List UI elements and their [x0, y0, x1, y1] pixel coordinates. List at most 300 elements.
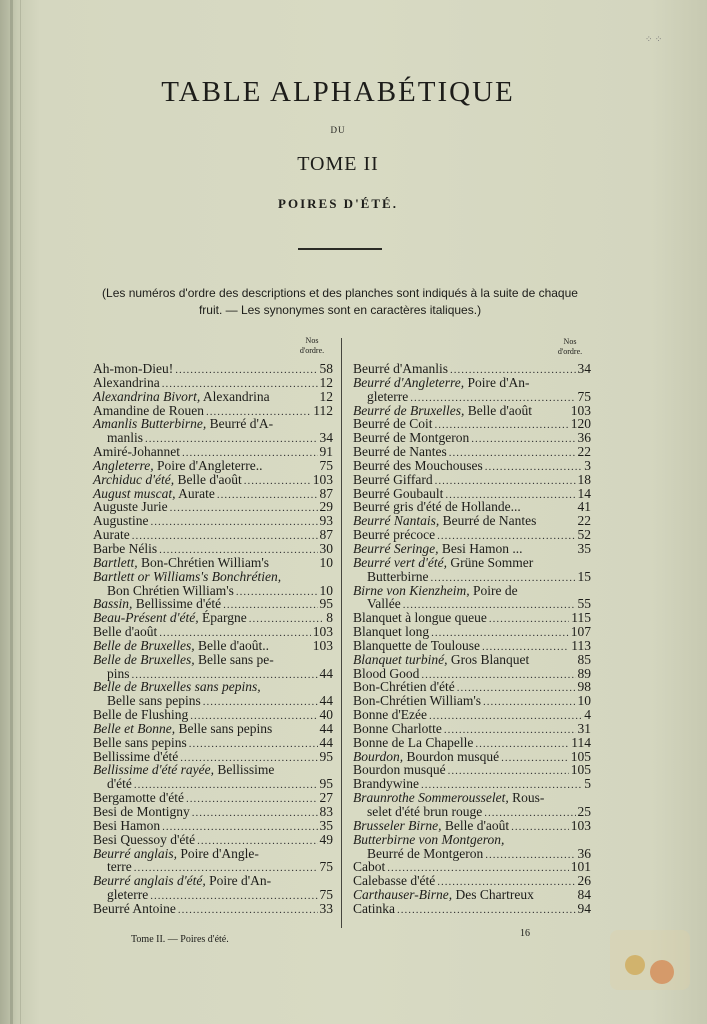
entry-text: [353, 542, 522, 556]
entry-text: [353, 611, 487, 625]
index-entry: [93, 860, 333, 874]
entry-name: Poire d'An-: [205, 873, 272, 889]
index-entry: [93, 902, 333, 916]
entry-number: 103: [312, 637, 333, 653]
entry-text: [93, 805, 190, 819]
entry-text: [93, 487, 215, 501]
entry-number: 95: [319, 748, 333, 764]
entry-number: 10: [577, 693, 591, 709]
column-divider: [341, 338, 342, 928]
entry-text: [93, 750, 178, 764]
entry-number: 101: [570, 859, 591, 875]
left-column-header: [290, 336, 334, 356]
entry-name: Besi Hamon ...: [438, 540, 523, 556]
entry-synonym: Beurré Nantais,: [353, 513, 440, 529]
entry-text: [93, 611, 247, 625]
entry-name: Besi Hamon: [93, 817, 161, 833]
entry-number: 3: [584, 457, 591, 473]
entry-name: Grüne Sommer: [446, 554, 534, 570]
entry-number: 87: [319, 485, 333, 501]
entry-name: gleterre: [107, 887, 149, 903]
index-entry: [353, 404, 591, 418]
entry-text: [353, 528, 435, 542]
entry-text: [353, 805, 482, 819]
entry-name: Augustine: [93, 513, 149, 529]
entry-number: 94: [577, 900, 591, 916]
entry-name: Belle de Flushing: [93, 707, 189, 723]
entry-text: [93, 777, 132, 791]
entry-number: 75: [577, 388, 591, 404]
entry-number: 18: [577, 471, 591, 487]
index-entry: [93, 390, 333, 404]
entry-synonym: Beau-Présent d'été,: [93, 610, 199, 626]
entry-number: 31: [577, 720, 591, 736]
index-entry: [353, 819, 591, 833]
entry-synonym: Butterbirne von Montgeron,: [353, 831, 505, 847]
leader-dots: [397, 902, 576, 918]
entry-number: 49: [319, 831, 333, 847]
entry-text: [353, 833, 504, 847]
entry-name: Poire d'Angleterre..: [153, 457, 263, 473]
entry-text: [93, 445, 180, 459]
entry-number: 22: [577, 444, 591, 460]
column-header-line1: Nos: [563, 337, 577, 346]
entry-synonym: Bourdon,: [353, 748, 404, 764]
entry-synonym: Beurré Seringe,: [353, 540, 439, 556]
page-footer: Tome II. — Poires d'été.: [131, 934, 229, 945]
explanatory-note: (Les numéros d'ordre des descriptions et des planches sont indiqués à la suite de chaque fruit. — Les synonymes sont en caractères italiques.): [102, 286, 578, 317]
entry-number: 55: [577, 596, 591, 612]
index-entry: [353, 542, 591, 556]
index-entry: [353, 376, 591, 390]
entry-text: [93, 473, 242, 487]
entry-synonym: Beurré anglais,: [93, 845, 177, 861]
entry-name: Blanquet à longue queue: [353, 610, 487, 626]
entry-text: [353, 376, 530, 390]
entry-text: [93, 542, 157, 556]
entry-number: 112: [313, 402, 333, 418]
entry-synonym: Archiduc d'été,: [93, 471, 175, 487]
entry-number: 30: [319, 540, 333, 556]
entry-number: 95: [319, 776, 333, 792]
entry-number: 34: [319, 430, 333, 446]
entry-number: 113: [571, 637, 591, 653]
index-entry: [93, 722, 333, 736]
entry-name: Épargne: [198, 610, 247, 626]
entry-number: 105: [570, 762, 591, 778]
entry-number: 75: [319, 457, 333, 473]
entry-number: 75: [319, 859, 333, 875]
entry-name: d'été: [107, 776, 132, 792]
entry-text: [353, 639, 480, 653]
entry-name: Blood Good: [353, 665, 420, 681]
index-entry: [353, 833, 591, 847]
entry-name: Brandywine: [353, 776, 419, 792]
entry-number: 105: [570, 748, 591, 764]
entry-name: terre: [107, 859, 132, 875]
entry-synonym: Beurré anglais d'été,: [93, 873, 206, 889]
left-index-column: [93, 362, 333, 916]
index-entry: [93, 570, 333, 584]
index-entry: [353, 750, 591, 764]
entry-name: Catinka: [353, 900, 395, 916]
entry-name: Belle sans pepins: [175, 720, 273, 736]
entry-synonym: Alexandrina Bivort,: [93, 388, 201, 404]
entry-synonym: Beurré d'Angleterre,: [353, 374, 465, 390]
entry-name: Bourdon musqué: [353, 762, 446, 778]
index-entry: [353, 680, 591, 694]
entry-name: Bon Chrétien William's: [107, 582, 234, 598]
entry-text: [353, 431, 469, 445]
entry-number: 44: [319, 693, 333, 709]
entry-synonym: Belle de Bruxelles,: [93, 651, 195, 667]
entry-text: [353, 445, 447, 459]
entry-text: [353, 680, 455, 694]
index-entry: [93, 888, 333, 902]
index-entry: [93, 611, 333, 625]
index-entry: [353, 625, 591, 639]
index-entry: [93, 417, 333, 431]
index-entry: [353, 431, 591, 445]
index-entry: [353, 570, 591, 584]
index-entry: [93, 500, 333, 514]
apple-illustration: [650, 960, 674, 984]
index-entry: [353, 777, 591, 791]
entry-name: Beurré d'A-: [206, 416, 274, 432]
entry-name: Bonne de La Chapelle: [353, 734, 474, 750]
entry-text: [353, 597, 401, 611]
entry-name: Ah-mon-Dieu!: [93, 361, 174, 376]
entry-name: Bonne d'Ezée: [353, 707, 428, 723]
entry-number: 12: [319, 388, 333, 404]
entry-name: Belle d'août: [441, 817, 510, 833]
entry-name: Amandine de Rouen: [93, 402, 204, 418]
entry-name: Belle d'août..: [194, 637, 270, 653]
entry-number: 103: [570, 402, 591, 418]
entry-number: 44: [319, 734, 333, 750]
entry-number: 87: [319, 527, 333, 543]
index-entry: [93, 819, 333, 833]
entry-text: [93, 833, 195, 847]
entry-name: Belle sans pepins: [107, 693, 201, 709]
entry-number: 95: [319, 596, 333, 612]
entry-number: 15: [577, 568, 591, 584]
index-entry: [93, 445, 333, 459]
right-column-header: [548, 337, 592, 357]
entry-synonym: Angleterre,: [93, 457, 154, 473]
index-entry: [93, 750, 333, 764]
entry-text: [353, 791, 544, 805]
entry-text: [353, 487, 443, 501]
entry-number: 52: [577, 527, 591, 543]
index-entry: [353, 874, 591, 888]
entry-text: [93, 860, 132, 874]
entry-number: 103: [570, 817, 591, 833]
entry-text: [353, 888, 534, 902]
entry-number: 4: [584, 707, 591, 723]
entry-text: [93, 653, 274, 667]
index-entry: [93, 694, 333, 708]
entry-number: 120: [570, 416, 591, 432]
entry-name: Besi de Montigny: [93, 804, 190, 819]
index-entry: [93, 847, 333, 861]
entry-name: Aurate: [93, 527, 130, 543]
entry-name: Beurré précoce: [353, 527, 436, 543]
entry-text: [93, 639, 269, 653]
column-header-line2: d'ordre.: [299, 346, 325, 355]
index-entry: [353, 791, 591, 805]
index-entry: [93, 777, 333, 791]
entry-synonym: August muscat,: [93, 485, 176, 501]
index-entry: [93, 667, 333, 681]
entry-number: 89: [577, 665, 591, 681]
entry-text: [93, 708, 188, 722]
entry-text: [353, 874, 435, 888]
index-entry: [93, 514, 333, 528]
page-title: TABLE ALPHABÉTIQUE: [161, 76, 515, 108]
entry-synonym: Bartlett or Williams's Bonchrétien,: [93, 568, 282, 584]
entry-name: Bon-Chrétien William's: [353, 693, 481, 709]
entry-synonym: Bellissime d'été rayée,: [93, 762, 214, 778]
entry-name: Blanquet long: [353, 624, 430, 640]
entry-synonym: Belle de Bruxelles,: [93, 637, 195, 653]
entry-number: 44: [319, 665, 333, 681]
entry-text: [93, 500, 168, 514]
index-entry: [93, 653, 333, 667]
index-entry: [353, 736, 591, 750]
index-entry: [93, 763, 333, 777]
index-entry: [93, 833, 333, 847]
index-entry: [353, 694, 591, 708]
index-entry: [353, 459, 591, 473]
entry-text: [93, 819, 160, 833]
entry-name: selet d'été brun rouge: [367, 804, 483, 819]
entry-text: [353, 653, 529, 667]
entry-text: [353, 763, 446, 777]
index-entry: [353, 556, 591, 570]
entry-number: 98: [577, 679, 591, 695]
entry-name: Poire d'An-: [464, 374, 530, 390]
column-header-line1: Nos: [305, 336, 319, 345]
entry-name: Bonne Charlotte: [353, 720, 442, 736]
entry-synonym: Blanquet turbiné,: [353, 651, 448, 667]
entry-number: 75: [319, 887, 333, 903]
index-entry: [353, 653, 591, 667]
index-entry: [93, 708, 333, 722]
entry-name: Beurré de Nantes: [439, 513, 537, 529]
entry-name: Beurré gris d'été de Hollande...: [353, 499, 521, 515]
entry-number: 83: [319, 804, 333, 819]
entry-synonym: Braunrothe Sommerousselet,: [353, 790, 509, 806]
entry-name: Butterbirne: [367, 568, 429, 584]
entry-synonym: Beurré de Bruxelles,: [353, 402, 465, 418]
entry-text: [353, 459, 483, 473]
entry-number: 114: [571, 734, 591, 750]
index-entry: [93, 473, 333, 487]
entry-text: [353, 362, 448, 376]
section-title: POIRES D'ÉTÉ.: [278, 196, 398, 211]
entry-text: [353, 404, 532, 418]
entry-number: 35: [319, 817, 333, 833]
index-entry: [93, 736, 333, 750]
entry-name: Amiré-Johannet: [93, 444, 180, 460]
entry-text: [93, 847, 259, 861]
index-entry: [353, 860, 591, 874]
entry-text: [93, 763, 274, 777]
entry-number: 27: [319, 790, 333, 806]
index-entry: [93, 805, 333, 819]
index-entry: [353, 584, 591, 598]
entry-text: [353, 667, 419, 681]
entry-name: Beurré de Coit: [353, 416, 433, 432]
entry-number: 84: [577, 887, 591, 903]
entry-number: 36: [577, 845, 591, 861]
entry-text: [353, 722, 442, 736]
entry-synonym: Carthauser-Birne,: [353, 887, 453, 903]
entry-number: 115: [571, 610, 591, 626]
index-entry: [353, 390, 591, 404]
entry-text: [93, 390, 270, 404]
entry-synonym: Bartlett,: [93, 554, 138, 570]
entry-text: [93, 680, 261, 694]
entry-number: 85: [577, 651, 591, 667]
entry-text: [93, 694, 201, 708]
entry-number: 103: [312, 624, 333, 640]
entry-number: 14: [577, 485, 591, 501]
entry-text: [353, 556, 533, 570]
entry-text: [353, 708, 427, 722]
entry-number: 33: [319, 900, 333, 916]
entry-name: Auguste Jurie: [93, 499, 168, 515]
entry-text: [353, 847, 483, 861]
entry-name: Beurré de Montgeron: [353, 430, 470, 446]
entry-number: 58: [319, 361, 333, 376]
entry-name: Bellissime d'été: [93, 748, 179, 764]
entry-text: [93, 431, 143, 445]
entry-number: 5: [584, 776, 591, 792]
entry-text: [93, 404, 204, 418]
entry-number: 25: [577, 804, 591, 819]
entry-name: Beurré d'Amanlis: [353, 361, 449, 376]
entry-name: Bellissime: [213, 762, 275, 778]
pear-illustration: [625, 955, 645, 975]
entry-text: [353, 514, 536, 528]
entry-number: 10: [319, 582, 333, 598]
volume-title: TOME II: [297, 153, 379, 175]
entry-text: [93, 888, 148, 902]
index-entry: [353, 667, 591, 681]
index-entry: [93, 680, 333, 694]
index-entry: [353, 500, 591, 514]
entry-name: Alexandrina: [93, 374, 160, 390]
entry-number: 35: [577, 540, 591, 556]
index-entry: [353, 763, 591, 777]
entry-number: 8: [326, 610, 333, 626]
entry-name: Bon-Chrétien William's: [137, 554, 269, 570]
entry-text: [353, 736, 473, 750]
entry-text: [353, 390, 408, 404]
index-entry: [93, 404, 333, 418]
entry-number: 10: [319, 554, 333, 570]
entry-name: Belle sans pe-: [194, 651, 274, 667]
entry-text: [93, 570, 281, 584]
entry-text: [353, 473, 433, 487]
entry-text: [93, 556, 269, 570]
entry-name: pins: [107, 665, 130, 681]
index-entry: [93, 874, 333, 888]
index-entry: [93, 459, 333, 473]
entry-number: 107: [570, 624, 591, 640]
entry-number: 26: [577, 873, 591, 889]
entry-name: Des Chartreux: [452, 887, 534, 903]
entry-text: [93, 514, 149, 528]
index-entry: [93, 791, 333, 805]
entry-name: Beurré Antoine: [93, 900, 176, 916]
index-entry: [353, 708, 591, 722]
index-entry: [353, 445, 591, 459]
index-entry: [93, 362, 333, 376]
entry-text: [93, 376, 160, 390]
entry-name: gleterre: [367, 388, 409, 404]
index-entry: [353, 888, 591, 902]
entry-number: 93: [319, 513, 333, 529]
corner-smudge: ⁘ ⁘: [645, 34, 663, 44]
entry-text: [353, 570, 428, 584]
index-entry: [353, 722, 591, 736]
index-entry: [353, 473, 591, 487]
page-number: 16: [520, 928, 530, 939]
entry-name: manlis: [107, 430, 143, 446]
entry-name: Calebasse d'été: [353, 873, 436, 889]
entry-synonym: Birne von Kienzheim,: [353, 582, 470, 598]
entry-name: Cabot: [353, 859, 386, 875]
entry-name: Belle d'août: [464, 402, 533, 418]
index-entry: [353, 805, 591, 819]
entry-text: [353, 860, 385, 874]
index-entry: [353, 847, 591, 861]
entry-synonym: Bassin,: [93, 596, 133, 612]
entry-number: 44: [319, 720, 333, 736]
entry-name: Blanquette de Toulouse: [353, 637, 481, 653]
entry-text: [93, 597, 221, 611]
entry-synonym: Beurré vert d'été,: [353, 554, 447, 570]
entry-name: Poire d'Angle-: [177, 845, 259, 861]
index-entry: [353, 514, 591, 528]
entry-name: Barbe Nélis: [93, 540, 158, 556]
index-entry: [93, 542, 333, 556]
index-entry: [93, 376, 333, 390]
index-entry: [353, 639, 591, 653]
entry-name: Bergamotte d'été: [93, 790, 185, 806]
watermark-stamp: [610, 930, 690, 990]
index-entry: [93, 487, 333, 501]
index-entry: [93, 556, 333, 570]
entry-synonym: Amanlis Butterbirne,: [93, 416, 207, 432]
entry-text: [353, 902, 395, 916]
entry-name: Besi Quessoy d'été: [93, 831, 196, 847]
right-index-column: [353, 362, 591, 916]
entry-text: [353, 625, 429, 639]
entry-name: Belle d'août: [93, 624, 158, 640]
entry-name: Belle sans pepins: [93, 734, 187, 750]
entry-name: Bourdon musqué: [403, 748, 500, 764]
entry-name: Vallée: [367, 596, 401, 612]
entry-text: [93, 625, 157, 639]
column-header-line2: d'ordre.: [557, 347, 583, 356]
index-entry: [93, 584, 333, 598]
index-entry: [93, 597, 333, 611]
entry-synonym: Belle de Bruxelles sans pepins,: [93, 679, 261, 695]
